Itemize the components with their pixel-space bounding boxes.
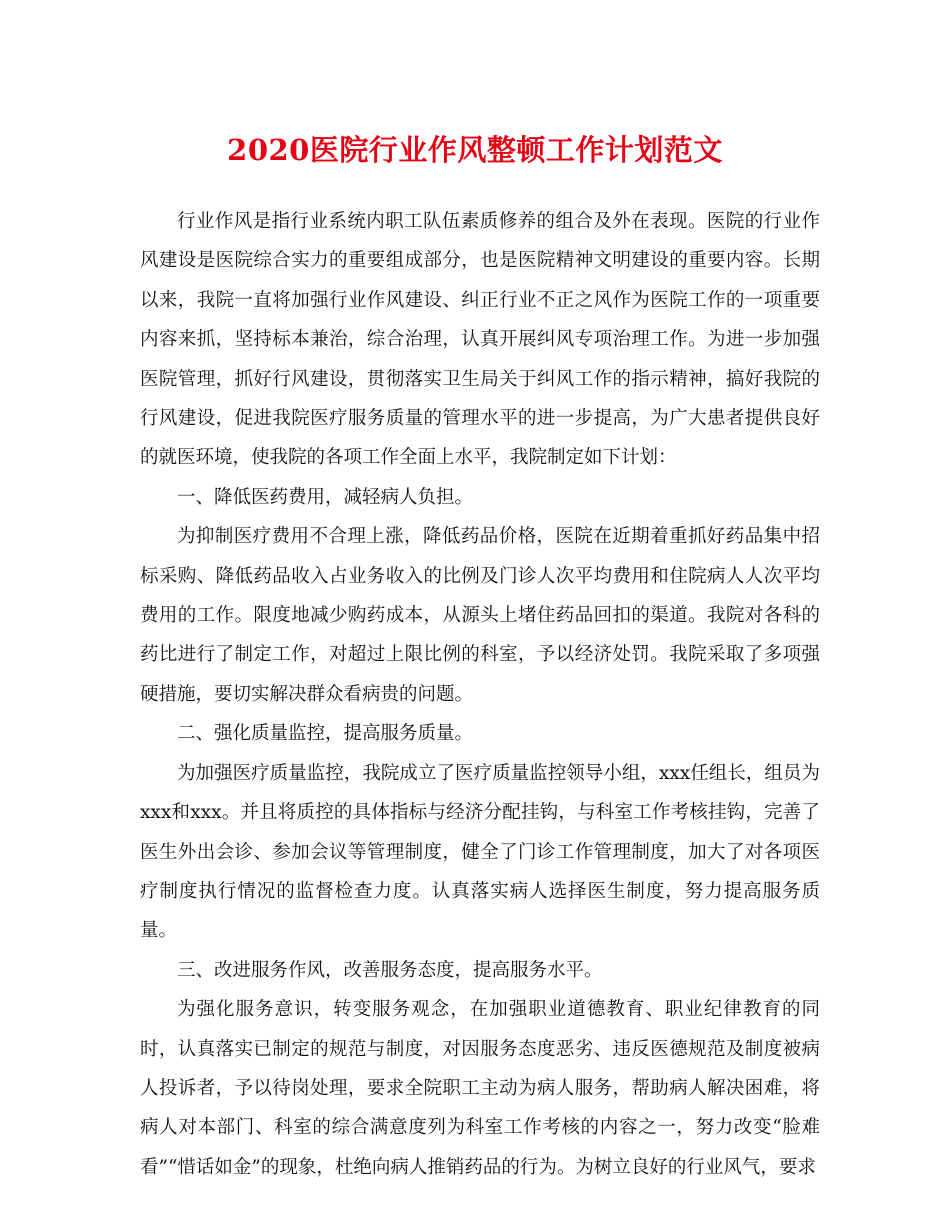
document-body [140,202,820,1187]
section-heading-3: 三、改进服务作风，改善服务态度，提高服务水平。 [177,959,603,981]
section-paragraph-3: 为强化服务意识，转变服务观念，在加强职业道德教育、职业纪律教育的同时，认真落实已制定的规范与制度，对因服务态度恶劣、违反医德规范及制度被病人投诉者，予以待岗处理，要求全院职工主动为病人服务，帮助病人解决困难，将病人对本部门、科室的综合满意度列为科室工作考核的内容之一，努力改变“脸难看”“惜话如金”的现象，杜绝向病人推销药品的行为。为树立良好的行业风气，要求 [140,999,820,1178]
section-heading-2: 二、强化质量监控，提高服务质量。 [177,723,474,745]
section-heading-1: 一、降低医药费用，减轻病人负担。 [177,486,474,508]
section-paragraph-2: 为加强医疗质量监控，我院成立了医疗质量监控领导小组，xxx任组长，组员为xxx和xxx。并且将质控的具体指标与经济分配挂钩，与科室工作考核挂钩，完善了医生外出会诊、参加会议等管理制度，健全了门诊工作管理制度，加大了对各项医疗制度执行情况的监督检查力度。认真落实病人选择医生制度，努力提高服务质量。 [140,762,820,942]
section-paragraph-1: 为抑制医疗费用不合理上涨，降低药品价格，医院在近期着重抓好药品集中招标采购、降低药品收入占业务收入的比例及门诊人次平均费用和住院病人人次平均费用的工作。限度地减少购药成本，从源头上堵住药品回扣的渠道。我院对各科的药比进行了制定工作，对超过上限比例的科室，予以经济处罚。我院采取了多项强硬措施，要切实解决群众看病贵的问题。 [140,526,820,705]
document-title: 2020医院行业作风整顿工作计划范文 [227,133,723,167]
intro-paragraph: 行业作风是指行业系统内职工队伍素质修养的组合及外在表现。医院的行业作风建设是医院综合实力的重要组成部分，也是医院精神文明建设的重要内容。长期以来，我院一直将加强行业作风建设、纠正行业不正之风作为医院工作的一项重要内容来抓，坚持标本兼治，综合治理，认真开展纠风专项治理工作。为进一步加强医院管理，抓好行风建设，贯彻落实卫生局关于纠风工作的指示精神，搞好我院的行风建设，促进我院医疗服务质量的管理水平的进一步提高，为广大患者提供良好的就医环境，使我院的各项工作全面上水平，我院制定如下计划： [140,211,820,469]
